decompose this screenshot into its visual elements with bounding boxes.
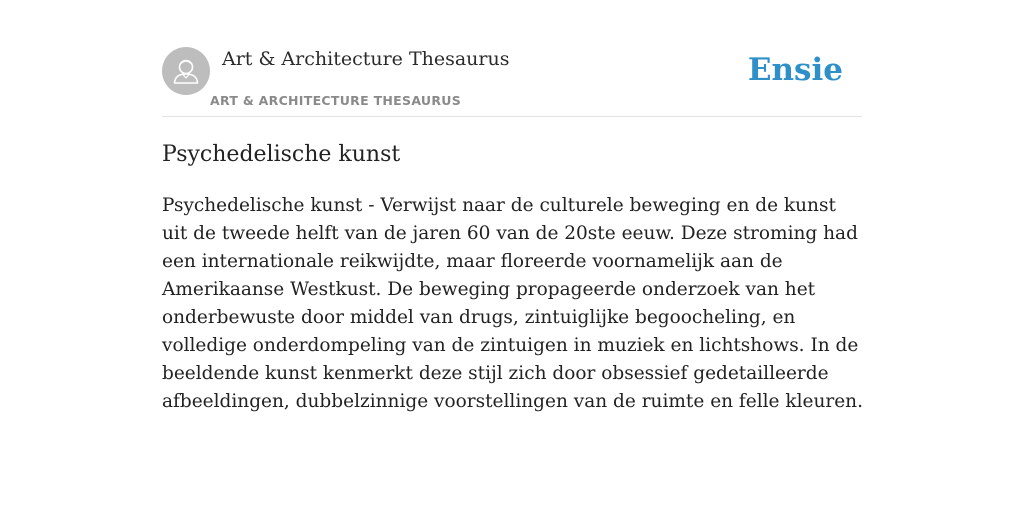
avatar[interactable] <box>162 47 210 95</box>
user-outline-icon <box>162 47 210 95</box>
ensie-logo[interactable]: Ensie <box>747 52 843 88</box>
definition-text: Psychedelische kunst - Verwijst naar de culturele beweging en de kunst uit de tweede helft van de jaren 60 van de 20ste eeuw. Deze stroming had een internationale reikwijdte, maar floreerde voornamelijk aan de Amerikaanse Westkust. De beweging propageerde onderzoek van het onderbewuste door middel van drugs, zintuiglijke begoocheling, en volledige onderdompeling van de zintuigen in muziek en lichtshows. In de beeldende kunst kenmerkt deze stijl zich door obsessief gedetailleerde afbeeldingen, dubbelzinnige voorstellingen van de ruimte en felle kleuren. <box>162 195 863 412</box>
page-title: Psychedelische kunst <box>162 142 401 167</box>
entry-header <box>162 44 862 117</box>
author-subtitle: ART & ARCHITECTURE THESAURUS <box>210 93 462 108</box>
author-name-link[interactable]: Art & Architecture Thesaurus <box>222 48 510 70</box>
